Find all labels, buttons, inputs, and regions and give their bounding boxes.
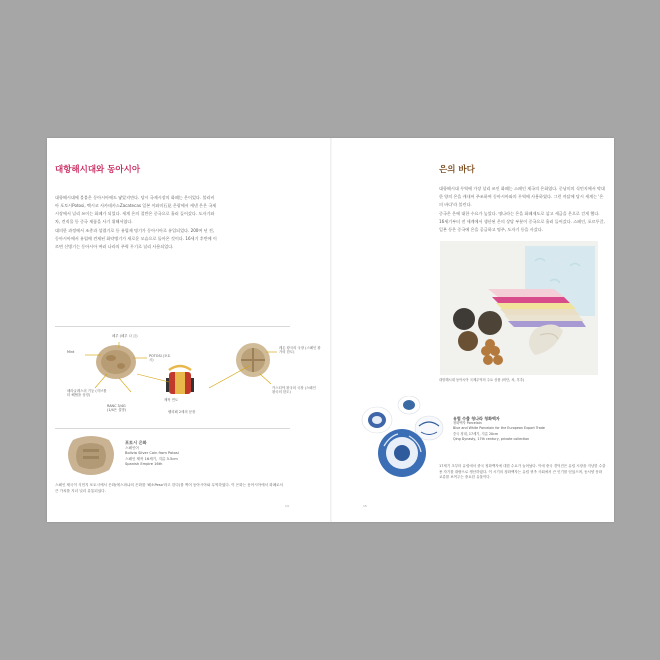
coin-caption-title: 포토시 은화 xyxy=(125,440,147,445)
label-lower-right: 카스티야 왕국의 국장 (스페인 왕국의 한도) xyxy=(272,386,316,395)
bowls-caption-line-3: 중국 청대, 17세기, 지름 20cm xyxy=(453,431,499,436)
right-paragraph-1: 대항해시대 무역에 가장 널리 쓰인 화폐는 스페인 제국의 은화였다. 중남미의 식민지에서 막대한 양의 은을 캐내어 주조하여 동아시아와의 무역에 사용하였다. 그런 까닭에 당시 세계는 '은의 바다'라 불린다. xyxy=(439,186,605,207)
coin-caption-line-3: 스페인 제작 16세기, 지름 3.5cm xyxy=(125,456,178,461)
potosi-coin-photo xyxy=(65,434,117,478)
left-body-text xyxy=(55,194,218,252)
label-potosi: POTOSI (포토시) xyxy=(149,354,171,363)
bowl-4 xyxy=(378,429,426,477)
right-bottom-text: 17세기 초부터 유럽에서 중국 청화백자에 대한 수요가 늘어났다. 이에 중국 경덕진은 유럽 시장을 겨냥한 수출용 자기를 대량으로 생산하였다. 이 시기의 청화백자는 유럽 귀족 사회에서 큰 인기를 얻었으며, 동서양 문화 교류를 보여주는 중요한 유물이다. xyxy=(439,464,606,480)
label-mint: Mint xyxy=(67,350,75,354)
right-body-text xyxy=(439,185,606,235)
label-peru: 페루 (페루 나 금) xyxy=(112,334,138,338)
coin-caption-line-2: Bolivia Silver Coin from Potosi xyxy=(125,451,179,455)
bowls-caption xyxy=(453,416,603,442)
left-paragraph-1: 대항해시대에 불붙은 동아시아에도 닿았지만다. 당시 국제시장의 화폐는 은이었다. 볼리비아 포토시Potosi, 멕시코 사카테카스Zacatecas 일본 이와미石見 은광에서 캐낸 은은 국제시장에서 널리 쓰이는 화폐가 되었다. 세계 은의 절반은 중국으로 흘러 들어갔다. 도자기와 차, 견직물 등 중국 제품을 사기 위해서였다. xyxy=(55,195,217,224)
left-bottom-text: 스페인 제국이 식민지 포토시에서 은화(에스파냐의 은화를 '페소Peso'라고 한다)를 찍어 동아시아와 무역하였다. 이 은화는 동아시아에서 화폐로서 큰 가치를 지녀 널리 유통되었다. xyxy=(55,483,284,493)
left-page-number: 14 xyxy=(285,504,289,508)
coin-caption xyxy=(125,440,215,468)
bowl-2 xyxy=(398,396,420,414)
right-paragraph-2: 중국은 은에 대한 수요가 높았다. 명나라는 은을 화폐제도로 삼고 세금을 은으로 걷게 했다. 16세기부터 전 세계에서 생산된 은의 상당 부분이 중국으로 흘러 들어갔다. 스페인, 포르투갈, 일본 등은 중국에 은을 공급하고 명주, 도자기 등을 사갔다. xyxy=(439,211,605,232)
book-spread xyxy=(47,138,614,522)
label-ranc: RANC 3/4G (1/4은 설명) xyxy=(107,404,127,413)
porcelain-bowls-photo xyxy=(359,396,449,482)
trade-photo-caption: 대항해시대 동아시아 국제무역의 주요 상품 (비단, 차, 후추) xyxy=(439,378,525,382)
coin-caption-line-4: Spanish Empire 16th xyxy=(125,462,163,466)
left-divider-bottom xyxy=(55,428,290,429)
bowls-caption-line-1: 청화백자 Porcelain xyxy=(453,421,482,426)
left-paragraph-2: 대의한 과정에서 조총과 섭렵기로 등 유럽제 명기가 동아시아로 유입되었다. 200여 년 전, 동아시아에서 유럽에 견제된 화약병기가 새로운 모습으로 돌아온 것이다. 16세기 후반에 이르면 신병기는 동아시아 여러 나라의 주력 무기로 널리 사용되었다. xyxy=(55,228,217,249)
coin-back xyxy=(236,343,270,377)
trade-goods-photo xyxy=(440,241,598,375)
label-arms: 펠리페 2세의 문장 xyxy=(168,410,196,414)
coin-front xyxy=(96,345,136,379)
label-upper-right: 레온 왕국의 국장 (스페인 왕가의 한도) xyxy=(279,346,321,355)
bowls-caption-line-2: Blue and White Porcelain for the European Export Trade xyxy=(453,426,545,431)
left-divider-top xyxy=(55,326,290,327)
right-page-title: 은의 바다 xyxy=(439,165,475,175)
bowls-caption-title: 유럽 수출 청나라 청화백자 xyxy=(453,416,500,421)
bowl-1 xyxy=(362,407,392,433)
book-gutter xyxy=(330,138,332,522)
bowls-caption-line-4: Qing Dynasty, 17th century, private collection xyxy=(453,436,530,441)
label-year: 제작 연도 xyxy=(164,398,179,402)
left-page-title: 대항해시대와 동아시아 xyxy=(55,165,141,175)
right-page-number: 15 xyxy=(363,504,367,508)
label-pillars: 헤라클레스의 기둥 (지브롤터 해협을 상징) xyxy=(67,389,107,398)
coat-of-arms-icon xyxy=(166,366,194,394)
coin-caption-line-1: 스페인어 xyxy=(125,445,139,450)
